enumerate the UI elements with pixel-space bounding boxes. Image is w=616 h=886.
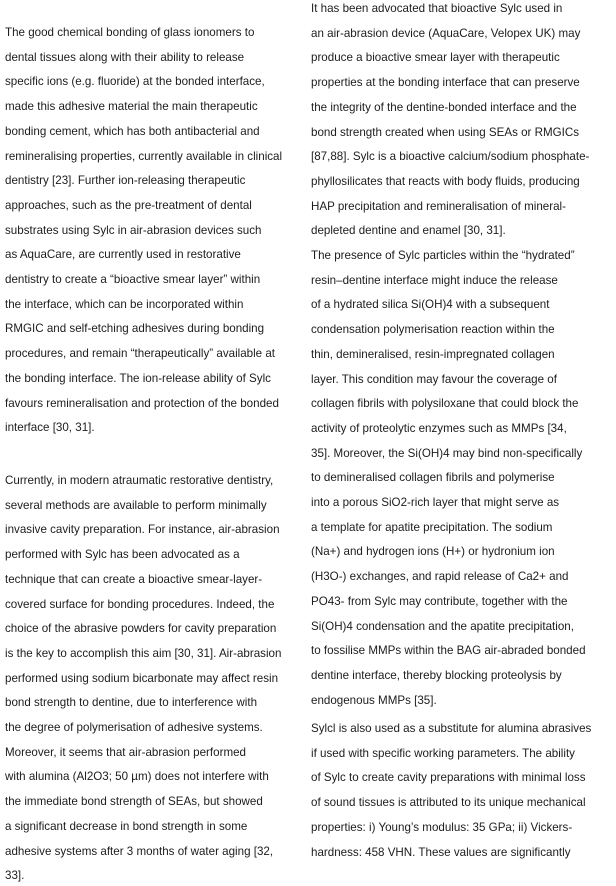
- text-line: to fossilise MMPs within the BAG air-abraded bonded: [311, 644, 586, 658]
- text-line: Si(OH)4 condensation and the apatite precipitation,: [311, 619, 574, 633]
- text-line: endogenous MMPs [35].: [311, 693, 437, 707]
- text-line: HAP precipitation and remineralisation of mineral-: [311, 199, 566, 213]
- text-line: dental tissues along with their ability to release: [5, 50, 245, 64]
- text-line: the interface, which can be incorporated within: [5, 297, 244, 311]
- text-line: a significant decrease in bond strength in some: [5, 819, 248, 833]
- text-line: produce a bioactive smear layer with therapeutic: [311, 51, 560, 65]
- text-line: is the key to accomplish this aim [30, 31]. Air-abrasion: [5, 646, 282, 660]
- text-line: the degree of polymerisation of adhesive systems.: [5, 721, 263, 734]
- text-line: layer. This condition may favour the coverage of: [311, 372, 557, 386]
- text-line: an air-abrasion device (AquaCare, Velopex UK) may: [311, 26, 581, 40]
- text-line: depleted dentine and enamel [30, 31].: [311, 224, 506, 238]
- text-line: resin–dentine interface might induce the release: [311, 273, 558, 287]
- text-line: properties at the bonding interface that can preserve: [311, 76, 580, 90]
- text-line: performed using sodium bicarbonate may affect resin: [5, 671, 279, 685]
- text-line: as AquaCare, are currently used in restorative: [5, 248, 241, 262]
- text-line: bond strength created when using SEAs or RMGICs: [311, 125, 580, 139]
- text-line: several methods are available to perform minimally: [5, 498, 267, 512]
- text-line: with alumina (Al2O3; 50 µm) does not interfere with: [5, 770, 269, 784]
- text-line: specific ions (e.g. fluoride) at the bonded interface,: [5, 75, 265, 89]
- text-line: performed with Sylc has been advocated as a: [5, 548, 240, 562]
- text-line: Currently, in modern atraumatic restorative dentistry,: [5, 474, 274, 487]
- text-line: of sound tissues is attributed to its unique mechanical: [311, 796, 586, 810]
- text-line: adhesive systems after 3 months of water aging [32,: [5, 844, 274, 858]
- text-line: if used with specific working parameters. The ability: [311, 746, 575, 760]
- text-line: interface [30, 31].: [5, 421, 95, 435]
- text-line: 33].: [5, 869, 25, 883]
- text-line: the bonding interface. The ion-release ability of Sylc: [5, 371, 271, 385]
- text-line: 35]. Moreover, the Si(OH)4 may bind non-specifically: [311, 446, 583, 460]
- text-line: RMGIC and self-etching adhesives during bonding: [5, 322, 265, 336]
- text-line: bonding cement, which has both antibacterial and: [5, 124, 260, 138]
- text-line: into a porous SiO2-rich layer that might serve as: [311, 496, 560, 509]
- text-line: bond strength to dentine, due to interference with: [5, 696, 258, 710]
- text-line: of a hydrated silica Si(OH)4 with a subsequent: [311, 298, 550, 312]
- text-line: made this adhesive material the main therapeutic: [5, 100, 258, 114]
- text-line: Moreover, it seems that air-abrasion performed: [5, 745, 246, 759]
- text-line: dentine interface, thereby blocking proteolysis by: [311, 668, 562, 682]
- text-line: The presence of Sylc particles within the “hydrated”: [311, 249, 575, 262]
- text-line: of Sylc to create cavity preparations with minimal loss: [311, 771, 586, 785]
- text-line: Sylcl is also used as a substitute for alumina abrasives: [311, 722, 592, 735]
- text-line: (H3O-) exchanges, and rapid release of Ca2+ and: [311, 570, 569, 584]
- text-line: (Na+) and hydrogen ions (H+) or hydronium ion: [311, 545, 555, 559]
- text-line: [87,88]. Sylc is a bioactive calcium/sodium phosphate-: [311, 150, 590, 164]
- text-line: activity of proteolytic enzymes such as MMPs [34,: [311, 421, 567, 435]
- text-line: properties: i) Young’s modulus: 35 GPa; ii) Vickers-: [311, 820, 573, 834]
- text-line: hardness: 458 VHN. These values are significantly: [311, 845, 571, 859]
- text-line: technique that can create a bioactive smear-layer-: [5, 572, 263, 586]
- text-line: choice of the abrasive powders for cavity preparation: [5, 622, 277, 636]
- text-line: condensation polymerisation reaction within the: [311, 323, 555, 337]
- text-line: dentistry to create a “bioactive smear layer” within: [5, 273, 261, 286]
- text-line: the integrity of the dentine-bonded interface and the: [311, 100, 577, 114]
- text-line: The good chemical bonding of glass ionomers to: [5, 26, 255, 39]
- text-line: approaches, such as the pre-treatment of dental: [5, 198, 252, 212]
- text-line: covered surface for bonding procedures. Indeed, the: [5, 597, 275, 611]
- text-line: procedures, and remain “therapeutically” available at: [5, 347, 276, 361]
- text-line: PO43- from Sylc may contribute, together with the: [311, 594, 568, 608]
- text-line: phyllosilicates that reacts with body fluids, producing: [311, 174, 580, 188]
- text-line: It has been advocated that bioactive Sylc used in: [311, 2, 563, 15]
- text-line: dentistry [23]. Further ion-releasing therapeutic: [5, 174, 246, 188]
- text-line: a template for apatite precipitation. The sodium: [311, 520, 553, 534]
- text-line: collagen fibrils with polysiloxane that could block the: [311, 397, 579, 411]
- text-line: remineralising properties, currently available in clinical: [5, 149, 283, 163]
- text-line: the immediate bond strength of SEAs, but showed: [5, 795, 263, 809]
- text-line: thin, demineralised, resin-impregnated collagen: [311, 347, 555, 361]
- text-line: favours remineralisation and protection of the bonded: [5, 396, 279, 410]
- text-line: substrates using Sylc in air-abrasion devices such: [5, 223, 262, 237]
- text-line: to demineralised collagen fibrils and polymerise: [311, 471, 555, 485]
- text-line: invasive cavity preparation. For instance, air-abrasion: [5, 523, 280, 537]
